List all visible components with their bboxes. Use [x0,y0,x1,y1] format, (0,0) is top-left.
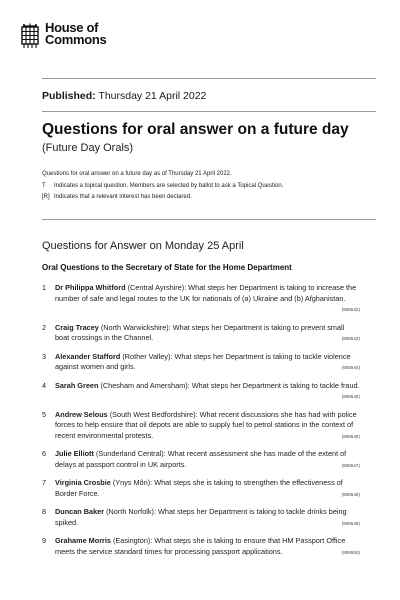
question-constituency: (Rother Valley): [122,351,173,361]
published-date: Thursday 21 April 2022 [98,90,207,102]
question-reference: (906550) [341,549,360,555]
question-constituency: (Sunderland Central): [95,449,166,459]
logo-wordmark [45,22,106,46]
question-body [55,449,360,471]
divider-published [42,111,376,112]
note-mark: T [42,182,46,189]
logo-line-1: House of [45,20,99,35]
question-text: What steps her Department is taking to tackle fraud. [191,380,360,390]
question-reference: (906543) [341,336,360,342]
question-number: 9 [42,536,47,546]
notes-intro: Questions for oral answer on a future day as of Thursday 21 April 2022. [42,171,232,177]
question-text: What steps her Department is taking to tackle drinks being spiked. [55,507,347,527]
question-text: What steps she is taking to strengthen the effectiveness of Border Force. [55,478,343,498]
question-reference: (906545) [341,394,360,400]
question-item [42,536,360,558]
question-member: Alexander Stafford [55,351,121,361]
question-item [42,283,360,316]
question-member: Virginia Crosbie [55,478,111,488]
question-text: What recent discussions she has had with police forces to help ensure that oil depots are able to supply fuel to petrol stations in the context of recent environmental protests. [55,409,357,440]
question-item [42,507,360,529]
published-line [42,90,206,102]
question-number: 5 [42,409,47,419]
question-member: Julie Elliott [55,449,94,459]
question-number: 7 [42,478,47,488]
question-reference: (906547) [341,462,360,468]
note-text: Indicates a topical question. Members are selected by ballot to ask a Topical Question. [54,182,284,189]
house-of-commons-logo [20,22,106,49]
question-constituency: (Easington): [113,536,153,546]
document-title: Questions for oral answer on a future day [42,121,349,138]
divider-top [42,78,376,79]
question-number: 2 [42,322,47,332]
question-body [55,352,360,374]
logo-line-2: Commons [45,32,107,47]
question-reference: (906542) [341,307,360,313]
note-topical [42,181,283,193]
notes-block [42,169,283,204]
question-number: 3 [42,351,47,361]
question-body [55,381,360,403]
questions-list [42,283,360,558]
question-text: What steps her Department is taking to tackle violence against women and girls. [55,351,351,372]
note-text: Indicates that a relevant interest has been declared. [54,194,192,200]
question-item [42,381,360,403]
document-subtitle: (Future Day Orals) [42,142,134,154]
question-constituency: (Ynys Môn): [112,478,153,488]
note-mark: [R] [42,194,50,200]
question-item [42,478,360,500]
question-item [42,410,360,443]
question-reference: (906546) [341,433,360,439]
question-text: What steps she is taking to ensure that HM Passport Office meets the service standard times for processing passport applications. [55,536,346,556]
portcullis-icon [20,23,40,49]
question-member: Sarah Green [55,380,99,390]
published-label: Published: [42,90,96,102]
question-reference: (906544) [341,365,360,371]
question-constituency: (South West Bedfordshire): [109,409,198,419]
question-member: Dr Philippa Whitford [55,283,126,292]
question-number: 1 [42,283,47,292]
question-number: 4 [42,380,47,390]
question-body [55,536,360,558]
question-member: Andrew Selous [55,409,108,419]
question-constituency: (North Norfolk): [106,507,156,517]
question-constituency: (Chesham and Amersham): [100,380,190,390]
question-body [55,410,360,443]
question-reference: (906548) [341,491,360,497]
question-constituency: (North Warwickshire): [100,322,171,332]
question-body [55,283,360,316]
question-body [55,478,360,500]
question-text: What recent assessment she has made of the extent of delays at passport control in UK airports. [55,449,347,469]
question-member: Grahame Morris [55,536,111,546]
question-item [42,352,360,374]
divider-notes [42,219,376,220]
note-interest [42,192,283,204]
question-member: Duncan Baker [55,507,105,517]
question-number: 6 [42,449,47,459]
question-body [55,323,360,345]
section-subheading: Oral Questions to the Secretary of State for the Home Department [42,263,292,272]
question-body [55,507,360,529]
question-item [42,323,360,345]
section-heading: Questions for Answer on Monday 25 April [42,240,244,252]
question-text: What steps her Department is taking to increase the number of safe and legal routes to the UK for nationals of (a) Ukraine and (b) Afghanistan. [55,283,357,303]
question-constituency: (Central Ayrshire): [127,283,187,292]
question-reference: (906549) [341,520,360,526]
question-number: 8 [42,507,47,517]
question-member: Craig Tracey [55,322,99,332]
question-text: What steps her Department is taking to prevent small boat crossings in the Channel. [55,322,345,343]
question-item [42,449,360,471]
